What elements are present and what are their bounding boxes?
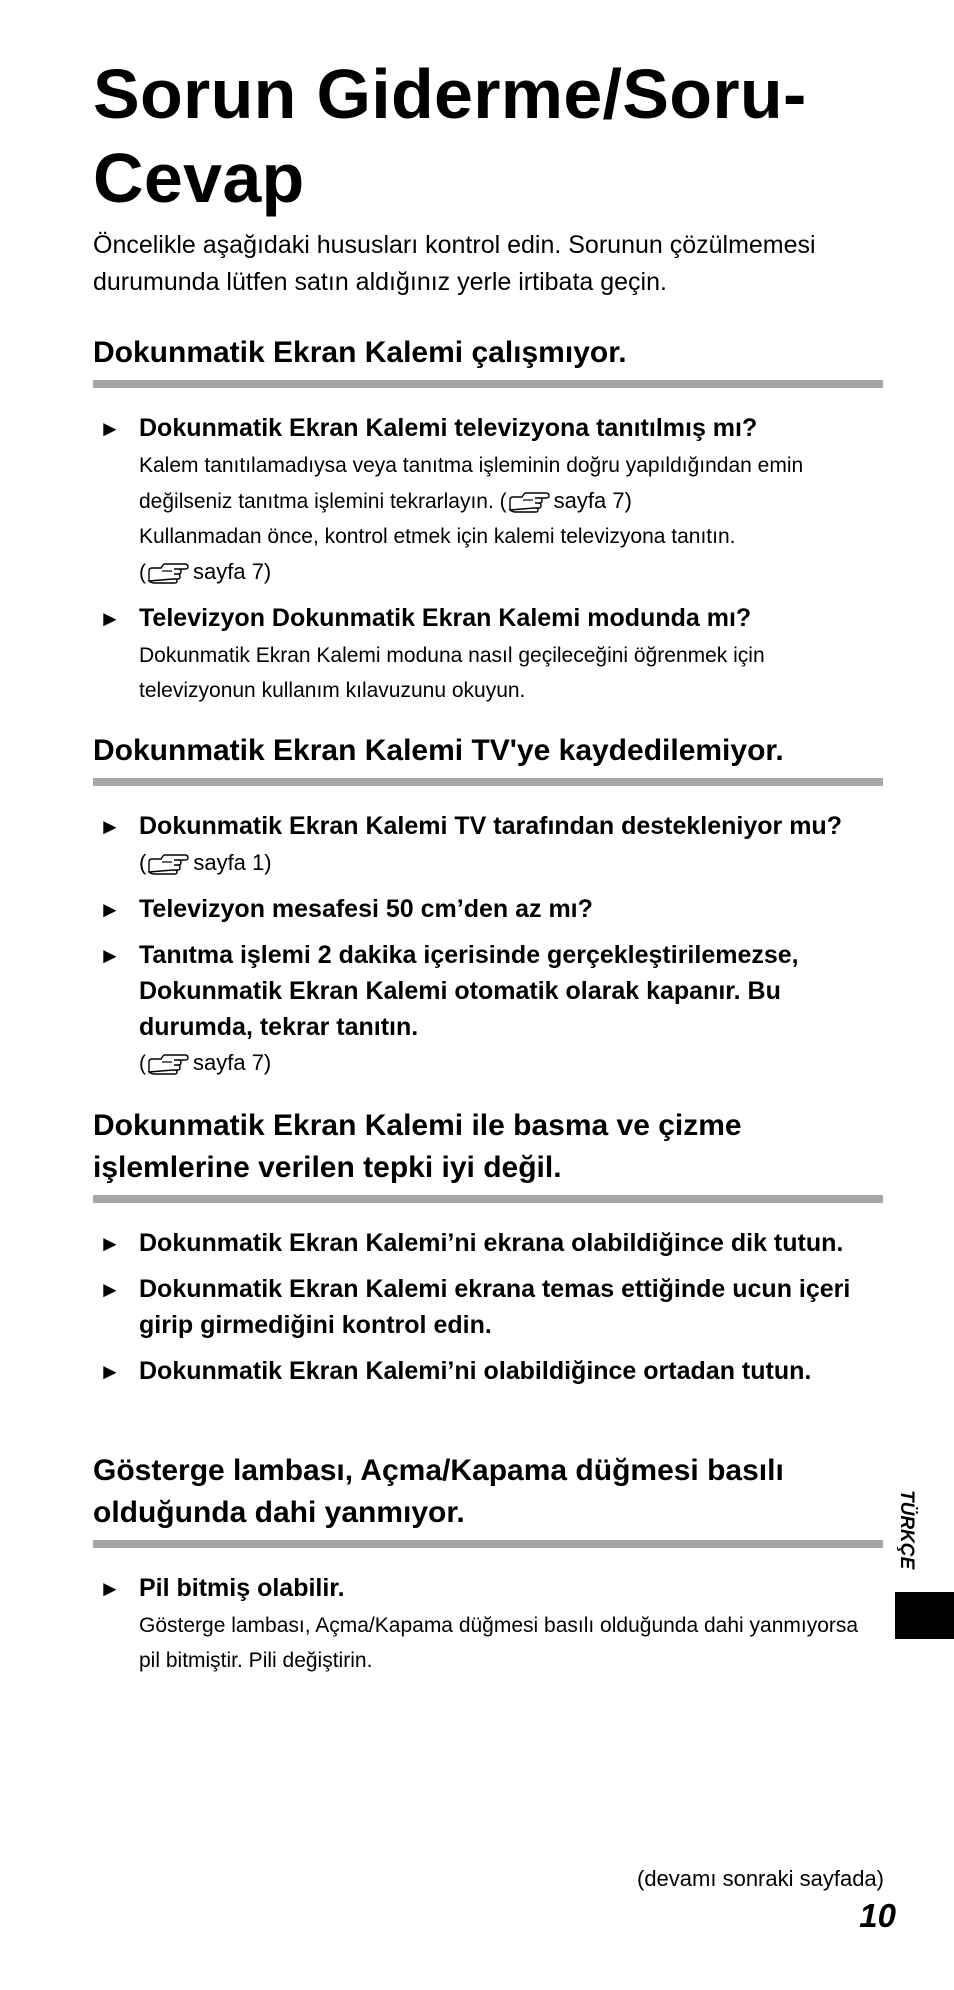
- language-label: TÜRKÇE: [896, 1490, 917, 1570]
- bullet-arrow-icon: ►: [99, 606, 121, 631]
- item-question: Televizyon mesafesi 50 cm’den az mı?: [139, 895, 593, 923]
- continued-note: (devamı sonraki sayfada): [637, 1866, 884, 1891]
- list-item: [93, 1353, 883, 1389]
- section-heading: Dokunmatik Ekran Kalemi TV'ye kaydedilemiyor.: [93, 730, 883, 786]
- pointing-hand-icon: [508, 491, 552, 513]
- item-answer: ( sayfa 7): [139, 1050, 272, 1075]
- item-question: Dokunmatik Ekran Kalemi’ni olabildiğince ortadan tutun.: [139, 1357, 812, 1385]
- item-list: [93, 410, 883, 708]
- list-item: [93, 1271, 883, 1343]
- list-item: [93, 891, 883, 927]
- pointing-hand-icon: [147, 1053, 191, 1075]
- list-item: [93, 1570, 883, 1678]
- list-item: [93, 1225, 883, 1261]
- page-number: 10: [859, 1897, 896, 1934]
- list-item: [93, 410, 883, 590]
- page-title: Sorun Giderme/Soru- Cevap: [93, 55, 807, 217]
- section-indicator-not-lit: [93, 1450, 883, 1688]
- item-question: Pil bitmiş olabilir.: [139, 1574, 345, 1602]
- pointing-hand-icon: [147, 562, 191, 584]
- bullet-arrow-icon: ►: [99, 1576, 121, 1601]
- section-pen-cannot-register: [93, 730, 883, 1091]
- item-question: Tanıtma işlemi 2 dakika içerisinde gerçekleştirilemezse, Dokunmatik Ekran Kalemi otomatik olarak kapanır. Bu durumda, tekrar tanıtın.: [139, 941, 799, 1041]
- bullet-arrow-icon: ►: [99, 1277, 121, 1302]
- item-list: [93, 808, 883, 1081]
- item-list: [93, 1225, 883, 1389]
- item-question: Dokunmatik Ekran Kalemi ekrana temas ettiğinde ucun içeri girip girmediğini kontrol edin.: [139, 1275, 851, 1339]
- item-question: Dokunmatik Ekran Kalemi’ni ekrana olabildiğince dik tutun.: [139, 1229, 844, 1257]
- bullet-arrow-icon: ►: [99, 814, 121, 839]
- list-item: [93, 808, 883, 881]
- pointing-hand-icon: [147, 853, 191, 875]
- section-poor-response: [93, 1105, 883, 1399]
- language-tab-marker: [895, 1592, 954, 1639]
- item-question: Televizyon Dokunmatik Ekran Kalemi modunda mı?: [139, 604, 752, 632]
- item-question: Dokunmatik Ekran Kalemi TV tarafından destekleniyor mu?( sayfa 1): [139, 812, 842, 875]
- item-answer: Kalem tanıtılamadıysa veya tanıtma işleminin doğru yapıldığından emin değilseniz tanıtma işlemini tekrarlayın. ( sayfa 7) Kullanmadan önce, kontrol etmek için kalemi televizyona tanıtın. ( sayfa 7): [139, 454, 804, 584]
- intro-text: Öncelikle aşağıdaki hususları kontrol edin. Sorunun çözülmemesi durumunda lütfen satın aldığınız yerle irtibata geçin.: [93, 231, 816, 296]
- list-item: [93, 600, 883, 708]
- section-pen-not-working: [93, 332, 883, 718]
- section-heading: Dokunmatik Ekran Kalemi çalışmıyor.: [93, 332, 883, 388]
- section-heading: Dokunmatik Ekran Kalemi ile basma ve çizme işlemlerine verilen tepki iyi değil.: [93, 1105, 883, 1203]
- bullet-arrow-icon: ►: [99, 1359, 121, 1384]
- list-item: [93, 937, 883, 1081]
- item-list: [93, 1570, 883, 1678]
- bullet-arrow-icon: ►: [99, 1231, 121, 1256]
- section-heading: Gösterge lambası, Açma/Kapama düğmesi basılı olduğunda dahi yanmıyor.: [93, 1450, 883, 1548]
- bullet-arrow-icon: ►: [99, 897, 121, 922]
- item-question: Dokunmatik Ekran Kalemi televizyona tanıtılmış mı?: [139, 414, 758, 442]
- item-answer: Gösterge lambası, Açma/Kapama düğmesi basılı olduğunda dahi yanmıyorsa pil bitmiştir. Pili değiştirin.: [139, 1614, 859, 1672]
- bullet-arrow-icon: ►: [99, 943, 121, 968]
- bullet-arrow-icon: ►: [99, 416, 121, 441]
- item-answer: Dokunmatik Ekran Kalemi moduna nasıl geçileceğini öğrenmek için televizyonun kullanım kılavuzunu okuyun.: [139, 644, 765, 702]
